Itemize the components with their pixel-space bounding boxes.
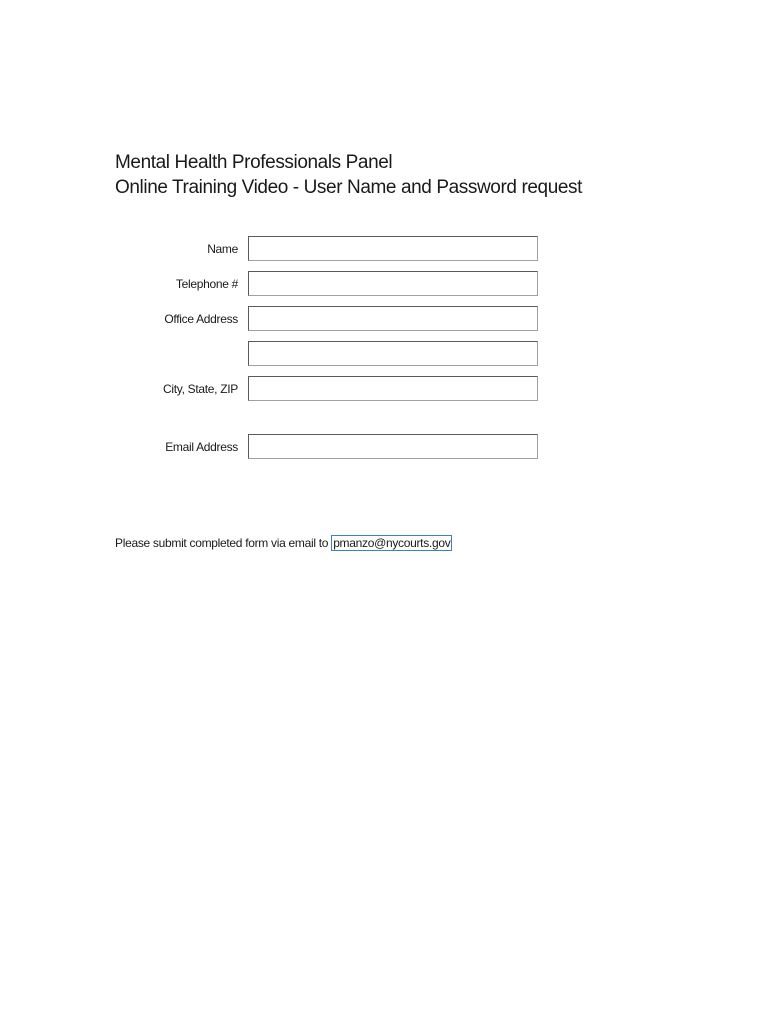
email-address-field[interactable] — [248, 434, 538, 459]
form-subtitle: Online Training Video - User Name and Password request — [115, 177, 583, 198]
office-address-line2-field[interactable] — [248, 341, 538, 366]
office-address-label: Office Address — [164, 312, 238, 326]
telephone-label: Telephone # — [175, 277, 238, 291]
city-state-zip-label: City, State, ZIP — [163, 382, 238, 396]
submission-instructions — [115, 535, 452, 551]
submission-note-text: Please submit completed form via email to — [115, 536, 329, 550]
city-state-zip-field[interactable] — [248, 376, 538, 401]
telephone-field[interactable] — [248, 271, 538, 296]
name-label: Name — [207, 242, 238, 256]
email-address-label: Email Address — [165, 440, 238, 454]
name-field[interactable] — [248, 236, 538, 261]
form-title: Mental Health Professionals Panel — [115, 152, 393, 173]
submission-email-link[interactable]: pmanzo@nycourts.gov — [333, 536, 451, 550]
office-address-field[interactable] — [248, 306, 538, 331]
